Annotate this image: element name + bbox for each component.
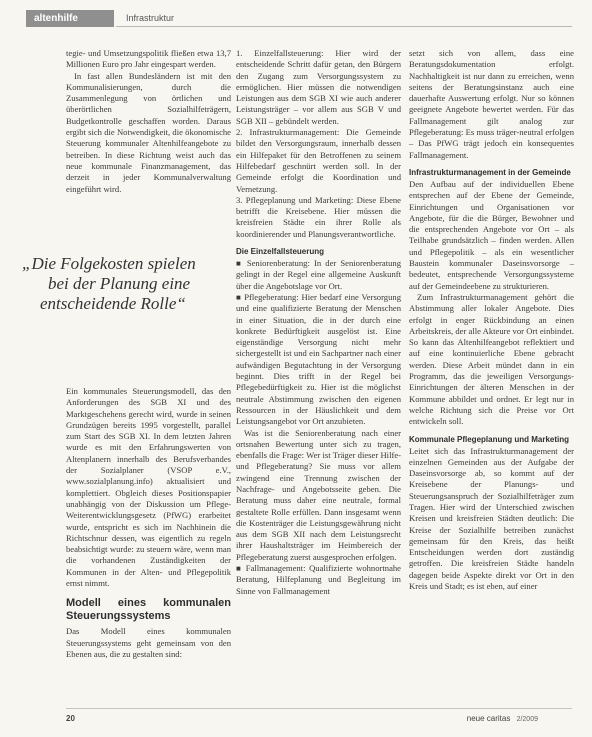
paragraph: In fast allen Bundesländern ist mit den Kommunalisierungen, durch die Zusammenlegung von örtlichen und überörtlichen Sozialhilfeträgern, Budgetkontrolle geschaffen worden. Daraus ergibt sich die Notwendigkeit, die ökonomische Steuerung kommunaler Altenhilfeangebote zu betreiben. In diese Richtung weist auch das neue kommunale Finanzmanagement, das derzeit in jeder Kommunalverwaltung eingeführt wird.: [66, 70, 231, 194]
column-2: [236, 48, 401, 597]
paragraph: 2. Infrastrukturmanagement: Die Gemeinde bildet den Versorgungsraum, innerhalb dessen ein Hilfepaket für den Betroffenen zu seinem Hilfebedarf geschnürt werden soll. In der Gemeinde erfolgt die Koordination und Vernetzung.: [236, 127, 401, 194]
paragraph: Das Modell eines kommunalen Steuerungssystems geht gemeinsam von den Ebenen aus, die zu gestalten sind:: [66, 626, 231, 659]
paragraph: Leitet sich das Infrastrukturmanagement der einzelnen Gemeinden aus der Aufgabe der Daseinsvorsorge ab, so kommt auf der Kreisebene der Planungs- und Steuerungsanspruch der Sozialhilfeträger zum Tragen. Hier wird der Unterschied zwischen Kreisen und kreisfreien Städten deutlich: Die Kreise der Sozialhilfe betreiben zunächst gemeinsam für den Kreis, das heißt Entscheidungen werden dort zuständig getroffen. Die kreisfreien Städte handeln dagegen beide Aspekte direkt vor Ort in den Kreis und Stadt; es ist eben, auf einer: [409, 445, 574, 592]
column-1-top: [66, 48, 231, 195]
paragraph: 1. Einzelfallsteuerung: Hier wird der entscheidende Schritt dafür getan, den Bürgern den Zugang zum Versorgungssystem zu ermöglichen. Hier müssen die notwendigen Leistungen aus dem SGB XI wie auch anderer Leistungsträger – vor allem aus SGB V und SGB XII – gebündelt werden.: [236, 48, 401, 126]
subheading: Die Einzelfallsteuerung: [236, 247, 325, 257]
bullet-paragraph: ■ Pflegeberatung: Hier bedarf eine Versorgung und eine qualifizierte Beratung der Menschen in einer Situation, die in der durch eine konkrete Bedürftigkeit ausgelöst ist. Eine eigenständige Versorgung nicht mehr sichergestellt ist und ein Sachpartner nach einer aufwändigen Begutachtung in der Versorgung beginnt. Dies trifft in der Regel bei Pflegebedürftigkeit zu. Hier ist die möglichst neutrale Abstimmung zwischen den eigenen Ressourcen in der Häuslichkeit und dem Leistungsangebot vor Ort anzubieten.: [236, 292, 401, 428]
page-footer: [66, 714, 572, 726]
subheading: Kommunale Pflegeplanung und Marketing: [409, 434, 570, 444]
page-header: [26, 10, 572, 27]
paragraph: Was ist die Seniorenberatung nach einer ortsnahen Bewertung unter sich zu tragen, ebenfalls die Frage: Wer ist Träger dieser Hilfe- und Pflegeberatung? Sie muss vor allem zwingend eine Trennung zwischen der Nachfrage- und Angebotsseite geben. Die Beratung muss daher eine neutrale, formal gestaltete Rolle erfüllen. Dann insgesamt wenn die Kostenträger die Leistungsgewährung nicht aus dem SGB XII nach dem Leistungsrecht ihrer Haushaltsträger im Heimbereich der Pflegeberatung zuerst ausgesprochen erfolgen.: [236, 427, 401, 562]
paragraph: setzt sich von allem, dass eine Beratungsdokumentation erfolgt. Nachhaltigkeit ist nur dann zu erreichen, wenn seitens der Beratungsinstanz auch eine dauerhafte Auswertung erfolgt. Nur so können geeignete Angebote bewertet werden. Für das Fallmanagement gilt analog zur Pflegeberatung: Es muss träger-neutral erfolgen – Das PfWG trägt jedoch ein konsequentes Fallmanagement.: [409, 48, 574, 160]
issue-number: 2/2009: [516, 716, 538, 723]
paragraph: Ein kommunales Steuerungsmodell, das den Anforderungen des SGB XI und des Marktgeschehens gerecht wird, wurde in seinen Grundzügen bereits 1995 vorgestellt, parallel zum Start des SGB XI. In dem letzten Jahren wurde es mit den Erfahrungswerten von Altenplanern innerhalb des Berufsverbandes der Sozialplaner (VSOP e.V., www.sozialplanung.info) aktualisiert und komplettiert. Obgleich dieses Positionspapier unabhängig von der Diskussion um Pflege-Weiterentwicklungsgesetz (PfWG) erarbeitet wurde, entspricht es sich im Nachhinein die Richtschnur dessen, was eigentlich zu regeln beabsichtigt wurde: zu steuern wäre, wenn man die vorhandenen Zuständigkeiten der Kommunen in der Alten- und Pflegepolitik ernst nimmt.: [66, 386, 231, 589]
pull-quote: [22, 254, 234, 314]
column-1-bottom: [66, 386, 231, 660]
subheading: Modell eines kommunalen Steuerungssystems: [66, 597, 231, 623]
column-3: [409, 48, 574, 592]
page-number: 20: [66, 714, 75, 723]
pull-quote-line: „Die Folgekosten spielen: [22, 254, 196, 273]
pull-quote-line: entscheidende Rolle“: [40, 294, 186, 313]
bullet-paragraph: ■ Seniorenberatung: In der Seniorenberatung gelingt in der Regel eine allgemeine Auskunft über die Angebotslage vor Ort.: [236, 258, 401, 292]
paragraph: tegie- und Umsetzungspolitik fließen etwa 13,7 Millionen Euro pro Jahr eingespart werden.: [66, 48, 231, 70]
paragraph: 3. Pflegeplanung und Marketing: Diese Ebene betrifft die Kreisebene. Hier müssen die kreisfreien Städte ein ihrer Rolle als koordinierender und Planungsverantwortliche.: [236, 194, 401, 239]
magazine-title: neue caritas: [466, 714, 511, 723]
subheading: Infrastrukturmanagement in der Gemeinde: [409, 167, 571, 177]
footer-rule: [66, 708, 572, 709]
section-label: altenhilfe: [26, 10, 114, 27]
paragraph: Den Aufbau auf der individuellen Ebene entsprechen auf der Ebene der Gemeinde, Einrichtungen und Organisationen vor Angebote, für die die Bürger, Bewohner und die entsprechenden Angebote vor Ort – als Teilhabe grundsätzlich – finden werden. Allen und Pflegepolitik – als ein wesentlicher Baustein kommunaler Daseinsvorsorge – bedeutet, entsprechende Versorgungssysteme auf der Gemeindeebene zu strukturieren.: [409, 178, 574, 291]
bullet-paragraph: ■ Fallmanagement: Qualifizierte wohnortnahe Beratung, Hilfeplanung und Begleitung im Sinne von Fallmanagement: [236, 563, 401, 597]
paragraph: Zum Infrastrukturmanagement gehört die Abstimmung aller lokaler Angebote. Dies erfolgt in enger Rückbindung an einen Arbeitskreis, der alle Akteure vor Ort einbindet. So kann das Altenhilfeangebot reflektiert und auf eine kontinuierliche Ebene gebracht werden. Diese Arbeit mündet dann in ein Programm, das die jeweiligen Versorgungs-Einrichtungen der älteren Menschen in der Kommune abbildet und ordnet. Er legt nur in welche Richtung sich die Preise vor Ort entwickeln soll.: [409, 291, 574, 427]
header-rule: [116, 26, 572, 27]
pull-quote-line: bei der Planung eine: [48, 274, 191, 293]
subsection-label: Infrastruktur: [126, 13, 175, 23]
magazine-name: [467, 714, 538, 723]
